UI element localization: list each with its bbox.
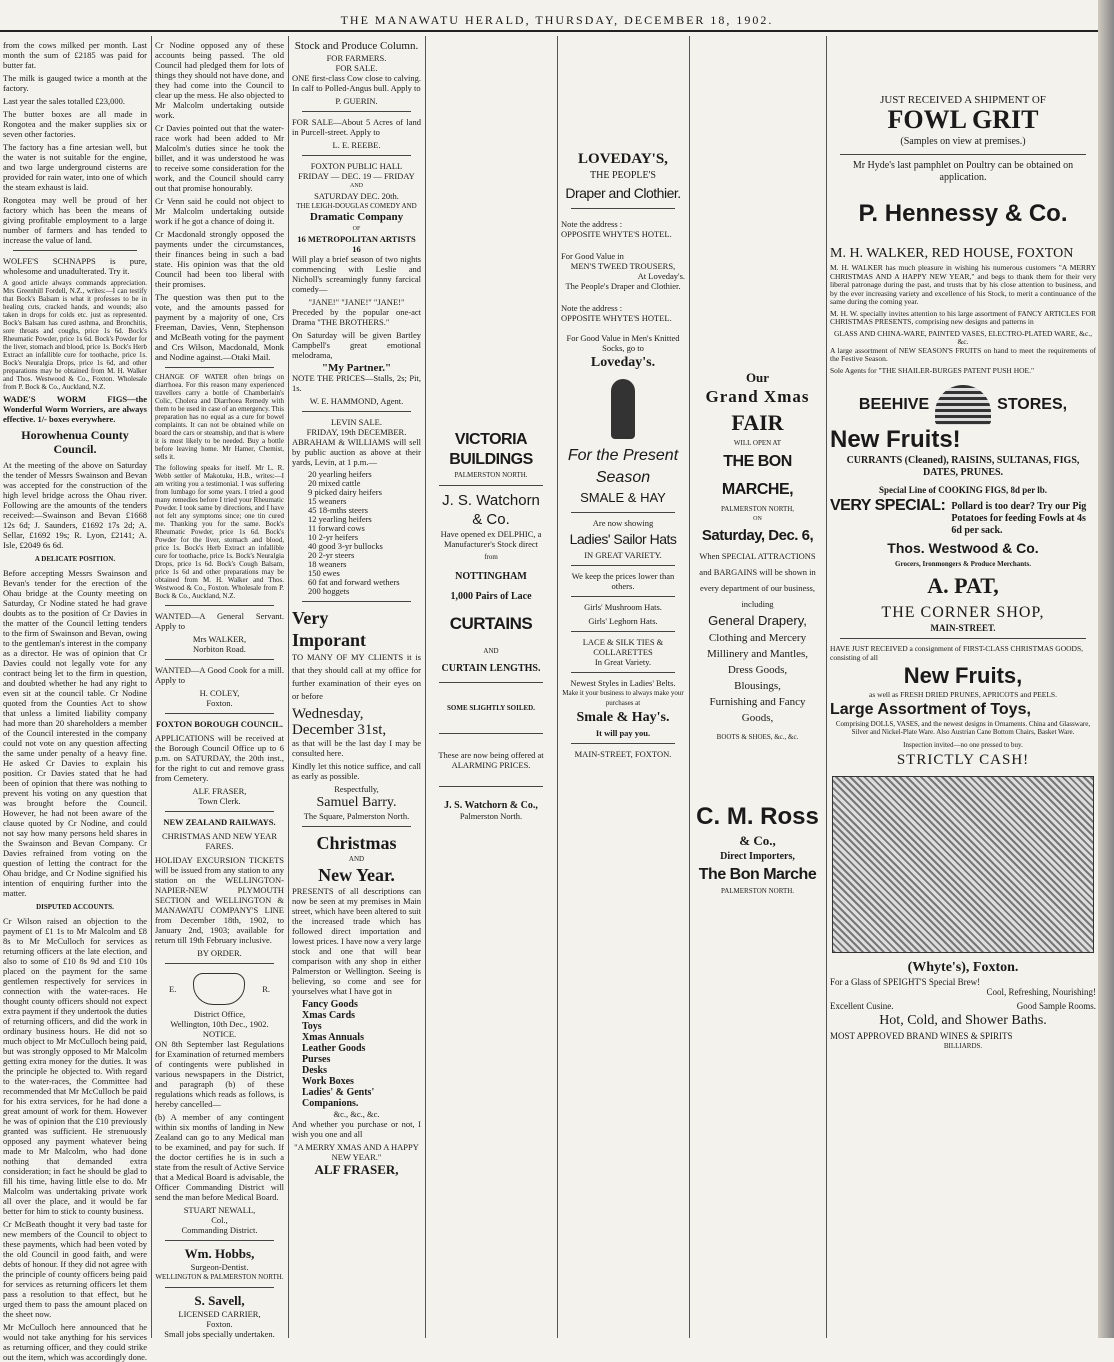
advert-line: "JANE!" "JANE!" "JANE!" (308, 297, 405, 307)
advert-line: FRIDAY — DEC. 19 — FRIDAY (298, 171, 415, 181)
divider (165, 1287, 274, 1288)
goods-list (292, 999, 421, 1109)
advert-text: FOR SALE—About 5 Acres of land in Purcell-street. Apply to (292, 117, 421, 137)
advert-line: 1,000 Pairs of Lace (450, 591, 532, 602)
spacer (830, 40, 1096, 95)
advert-heading: STRICTLY CASH! (896, 752, 1030, 768)
advert-line: Are now showing (592, 518, 654, 528)
advert-line: AND (483, 647, 499, 655)
advert-heading: (Whyte's), Foxton. (907, 960, 1019, 975)
divider (302, 155, 411, 156)
advert-line: General Drapery, (708, 613, 807, 628)
advert-line: For Good Value in Men's Knitted Socks, go to (566, 333, 680, 353)
advert-line: Foxton. (206, 1319, 233, 1329)
advert-signature: ALF. FRASER, (192, 786, 247, 796)
advert-line: Clothing and Mercery (708, 632, 807, 644)
divider (439, 786, 543, 787)
divider (571, 208, 675, 209)
advert-line: CURTAIN LENGTHS. (441, 663, 541, 674)
advert-line: "A MERRY XMAS AND A HAPPY NEW YEAR." (294, 1142, 419, 1162)
list-item: 12 yearling heifers (308, 514, 372, 524)
notice-text: (b) A member of any contingent within six months of landing in New Zealand can go to any Medical man to be examined, and pay for such. If the doctor certifies he is in such a state from the result of Active Service that a Medical Board is advisable, the Officer Commanding District will send the man before Medical Board. (155, 1112, 284, 1202)
advert-line: PALMERSTON NORTH. (454, 471, 528, 479)
column-5 (558, 40, 688, 1338)
list-item: 20 2-yr steers (308, 550, 355, 560)
list-item: 10 2-yr heifers (308, 532, 359, 542)
advert-line: WELLINGTON & PALMERSTON NORTH. (155, 1273, 284, 1281)
advert-line: For a Glass of SPEIGHT'S Special Brew! (830, 977, 981, 987)
article-text: Rongotea may well be proud of her factory which has been the means of giving profitable employment to a large number of farmers and has tended to increase the value of land. (3, 195, 147, 245)
advert-text: NOTE THE PRICES—Stalls, 2s; Pit, 1s. (292, 373, 421, 393)
crest-letter: E. (169, 984, 177, 994)
advert-signature: J. S. Watchorn & Co., (444, 800, 538, 811)
divider (165, 605, 274, 606)
advert-line: Small jobs specially undertaken. (164, 1329, 275, 1339)
spacer (429, 40, 553, 430)
advert-heading: & Co. (472, 511, 510, 528)
advert-line: Dress Goods, (727, 664, 788, 676)
list-item: Purses (302, 1054, 331, 1065)
advert-text: A good article always commands appreciation. Mrs Greenhill Fordell, N.Z., writes:—I can testify that Bock's Balsam is what it professes to be in healing cuts, cracked hands, and wounds; also taken in drops for colds etc. just as represented. Bock's Balsam has cured asthma, and Bronchitis, sore throats and coughs, price 1s 6d. Bock's Rheumatic Powder, price 1s 6d. Bock's Powder for the liver, stomach and blood, price 1s. Bock's Herb Extract an infallible cure for toothache, price 1s. Bock's Neuralgia Drops, price 1s 6d, and other preparations may be obtained from M. H. Walker and Thos. Westwood & Co., Foxton. Wholesale from P. Bock & Co., Auckland, N.Z. (3, 279, 147, 391)
advert-line: as well as FRESH DRIED PRUNES, APRICOTS and PEELS. (869, 690, 1057, 699)
advert-line: LICENSED CARRIER, (178, 1309, 261, 1319)
article-text: Cr Venn said he could not object to Mr Malcolm undertaking outside work if he got a chance of doing it. (155, 196, 284, 226)
section-heading: Stock and Produce Column. (294, 40, 419, 52)
advert-heading: S. Savell, (194, 1293, 245, 1308)
notice-line: NOTICE. (202, 1029, 237, 1039)
advert-text: And whether you purchase or not, I wish you one and all (292, 1119, 421, 1139)
advert-line: Note the address : (561, 303, 623, 313)
list-item: Ladies' & Gents' Companions. (302, 1087, 375, 1109)
list-item: 20 mixed cattle (308, 478, 361, 488)
advert-heading: Smale & Hay's. (576, 710, 670, 725)
stock-list (292, 470, 421, 596)
list-item: Xmas Cards (302, 1010, 356, 1021)
section-subheading: FOR FARMERS. (326, 53, 387, 63)
notice-line: Wellington, 10th Dec., 1902. (170, 1019, 269, 1029)
article-text: Cr McBeath thought it very bad taste for new members of the Council to object to these payments, which had been voted by the old Council in good faith, and were debts of honour. If they did not agree with the principle of county officers being paid for services as returning officers let them pass a resolution to that effect, but he urged them to pass the amount placed on the sheet now. (3, 1219, 147, 1319)
advert-line: FRIDAY, 19th DECEMBER. (306, 427, 407, 437)
advert-text: HAVE JUST RECEIVED a consignment of FIRST-CLASS CHRISTMAS GOODS, consisting of all (830, 644, 1084, 662)
advert-line: Direct Importers, (720, 851, 795, 862)
advert-line: At Loveday's. (637, 271, 685, 281)
advert-line: In Great Variety. (594, 657, 652, 667)
advert-text: WADE'S WORM FIGS—the Wonderful Worm Worriers, are always effective. 1/- boxes everywhere. (3, 394, 147, 424)
advert-line: OPPOSITE WHYTE'S HOTEL. (561, 229, 672, 239)
advert-text: When SPECIAL ATTRACTIONS and BARGAINS will be shown in every department of our business, including (699, 551, 816, 609)
advert-line: MAIN-STREET. (930, 623, 996, 633)
column-2 (152, 40, 287, 1338)
list-item: Desks (302, 1065, 328, 1076)
list-item: Fancy Goods (302, 999, 358, 1010)
advert-heading: FOXTON BOROUGH COUNCIL. (155, 719, 284, 729)
advert-line: The Square, Palmerston North. (303, 811, 410, 821)
subheading: A DELICATE POSITION. (34, 555, 116, 563)
advert-heading: STORES, (997, 396, 1068, 413)
advert-line: Make it your business to always make your purchases at (562, 689, 684, 707)
advert-heading: Our (745, 370, 770, 385)
advert-signature: W. E. HAMMOND, Agent. (309, 396, 404, 406)
advert-line: Respectfully, (334, 784, 379, 794)
advert-line: Cool, Refreshing, Nourishing! (986, 987, 1096, 997)
advert-text: HOLIDAY EXCURSION TICKETS will be issued from any station to any station on the WELLINGTON-NAPIER-NEW PLYMOUTH SECTION and WELLINGTON & MANAWATU COMPANY'S LINE from December 18th, 1902, to January 2nd, 1903; available for return till 19th February inclusive. (155, 855, 284, 945)
advert-heading: Loveday's. (590, 355, 656, 370)
list-item: 40 good 3-yr bullocks (308, 541, 383, 551)
divider (302, 111, 411, 112)
advert-heading: Grand Xmas (705, 387, 810, 406)
advert-line: Furnishing and Fancy Goods, (709, 696, 806, 724)
divider (571, 672, 675, 673)
advert-text: M. H. W. specially invites attention to his large assortment of FANCY ARTICLES FOR CHRISTMAS PRESENTS, comprising new designs and patterns in (830, 308, 1096, 326)
beehive-banner (830, 385, 1096, 425)
advert-line: THE LEIGH-DOUGLAS COMEDY AND (296, 202, 417, 210)
advert-line: Pollard is too dear? Try our Pig Potatoes for feeding Fowls at 4s 6d per sack. (951, 501, 1087, 536)
advert-text: ONE first-class Cow close to calving. In calf to Polled-Angus bull. Apply to (292, 73, 421, 93)
advert-line: PALMERSTON NORTH. (720, 887, 795, 895)
advert-heading: Hot, Cold, and Shower Baths. (879, 1013, 1047, 1028)
advert-text: Comprising DOLLS, VASES, and the newest designs in Ornaments. China and Glassware, Silver and Nickel-Plate Ware. Also Austrian Cane Bottom Chairs, Basket Ware. (835, 720, 1091, 736)
advert-line: Wednesday, (292, 706, 364, 722)
advert-line: Blousings, (734, 680, 781, 692)
page-edge (1098, 0, 1114, 1338)
advert-text: A large assortment of NEW SEASON'S FRUITS on hand to meet the requirements of the Festive Season. (830, 345, 1096, 363)
advert-heading: Dramatic Company (309, 211, 404, 223)
advert-heading: VICTORIA BUILDINGS (449, 431, 533, 468)
list-item: Work Boxes (302, 1076, 354, 1087)
advert-heading: FAIR (731, 410, 784, 435)
advert-line: IN GREAT VARIETY. (584, 550, 662, 560)
divider (439, 682, 543, 683)
advert-text: These are now being offered at ALARMING PRICES. (438, 750, 544, 770)
notice-line: STUART NEWALL, (183, 1205, 256, 1215)
advert-line: JUST RECEIVED A SHIPMENT OF (880, 94, 1046, 106)
list-item: Xmas Annuals (302, 1032, 364, 1043)
advert-text: Will play a brief season of two nights commencing with Leslie and Nicholl's screamingly funny farcical comedy— (292, 254, 421, 294)
advert-line: Millinery and Mantles, (706, 648, 809, 660)
advert-line: ON (753, 516, 762, 522)
advert-line: 16 METROPOLITAN ARTISTS 16 (297, 234, 416, 254)
divider (302, 411, 411, 412)
advert-text: as that will be the last day I may be consulted here. (292, 738, 421, 758)
advert-line: Mr Hyde's last pamphlet on Poultry can be obtained on application. (852, 160, 1074, 183)
advert-heading: FOXTON PUBLIC HALL (310, 161, 403, 171)
advert-heading: BEEHIVE (858, 396, 930, 413)
divider (571, 565, 675, 566)
pointing-hand-icon (611, 379, 635, 439)
notice-line: Commanding District. (181, 1225, 258, 1235)
advert-signature: P. GUERIN. (335, 96, 378, 106)
masthead: THE MANAWATU HERALD, THURSDAY, DECEMBER 18, 1902. (0, 0, 1114, 32)
column-6 (690, 40, 825, 1338)
wagon-illustration (832, 776, 1094, 953)
advert-text: Sole Agents for "THE SHAILER-BURGES PATENT PUSH HOE." (830, 365, 1035, 375)
advert-heading: Wm. Hobbs, (184, 1246, 255, 1261)
article-text: The milk is gauged twice a month at the factory. (3, 73, 147, 93)
list-item: Leather Goods (302, 1043, 366, 1054)
advert-heading: Ladies' Sailor Hats (569, 531, 677, 547)
advert-text: APPLICATIONS will be received at the Borough Council Office up to 6 p.m. on SATURDAY, the 20th inst., for the right to cut and remove grass from Cemetery. (155, 733, 284, 783)
divider (439, 485, 543, 486)
notice-line: District Office, (193, 1009, 246, 1019)
advert-line: The People's Draper and Clothier. (565, 281, 681, 291)
advert-signature: Norbiton Road. (193, 644, 246, 654)
article-text: Cr Davies pointed out that the water-race work had been added to Mr Malcolm's duties since he took the billet, and it was understood he was to receive some consideration for the work, and the Council should carry out that promise honourably. (155, 123, 284, 193)
divider (571, 596, 675, 597)
article-text: The factory has a fine artesian well, but the water is not suitable for the engine, and two large underground cisterns are provided for rain water, into one of which the steam exhaust is laid. (3, 142, 147, 192)
advert-heading: FOWL GRIT (887, 105, 1039, 134)
article-text: The butter boxes are all made in Rongotea and the maker supplies six or seven other factories. (3, 109, 147, 139)
advert-line: MAIN-STREET, FOXTON. (574, 749, 672, 759)
crest-letter: R. (262, 984, 270, 994)
advert-heading: NEW ZEALAND RAILWAYS. (163, 817, 276, 827)
advert-line: AND (348, 855, 365, 863)
advert-heading: Imporant (292, 630, 367, 650)
advert-line: (Samples on view at premises.) (900, 136, 1026, 147)
advert-text: WANTED—A General Servant. Apply to (155, 611, 284, 631)
divider (13, 250, 137, 251)
advert-heading: CURTAINS (449, 614, 533, 633)
list-item: 15 weaners (308, 496, 347, 506)
list-item: Toys (302, 1021, 322, 1032)
advert-signature: Town Clerk. (198, 796, 241, 806)
advert-line: For Good Value in (561, 251, 624, 261)
advert-line: Grocers, Ironmongers & Produce Merchants. (895, 560, 1031, 568)
notice-text: ON 8th September last Regulations for Examination of returned members of contingents were published in various newspapers in the District, and paragraph (b) of these regulations which reads as follows, is hereby cancelled— (155, 1039, 284, 1109)
advert-line: Special Line of COOKING FIGS, 8d per lb. (878, 485, 1048, 495)
divider (302, 601, 411, 602)
list-item: 200 hoggets (308, 586, 350, 596)
advert-line: MEN'S TWEED TROUSERS, (570, 261, 676, 271)
hotel-row (830, 1001, 1096, 1011)
advert-heading: M. H. WALKER, RED HOUSE, FOXTON (830, 246, 1074, 261)
advert-line: Surgeon-Dentist. (190, 1262, 249, 1272)
advert-heading: J. S. Watchorn (442, 492, 540, 509)
advert-line: It will pay you. (595, 728, 651, 738)
list-item: 150 ewes (308, 568, 340, 578)
spacer (693, 40, 822, 370)
spacer (693, 742, 822, 802)
advert-line: OF (352, 226, 361, 232)
advert-line: OPPOSITE WHYTE'S HOTEL. (561, 313, 672, 323)
advert-line: Palmerston North. (459, 811, 523, 821)
divider (571, 631, 675, 632)
advert-text: ABRAHAM & WILLIAMS will sell by public auction as above at their yards, Levin, at 1 p.m.— (292, 437, 421, 467)
divider (840, 638, 1086, 639)
advert-line: GLASS AND CHINA-WARE, PAINTED VASES, ELECTRO-PLATED WARE, &c., &c. (833, 328, 1093, 346)
article-text: Before accepting Messrs Swainson and Bevan's tender for the erection of the Ohau bridge at the County meeting on Saturday, Cr Nodine stated he had grave doubts as to the position of Cr Davies in the matter of the Council letting tenders to the firm of Swainson and Bevan, owing to the gentleman's interest in the company as a director. He was of opinion that Cr Davies could not legally vote for any contract being let to the firm in question, and doubted whether he had any right to even sit at the council table. Cr Nodine quoted from the Counties Act to show that unless a limited liability company had more than 20 shareholders a member of the Council interested in the company could not vote on any question affecting the same under penalty of a heavy fine. He asked Cr Davies to explain his position. Cr Davies stated that he had been of opinion that there was nothing to prevent his voting on any question that was brought before the Council. However, he had not been aware of the clause quoted by Cr Nodine, and could not say how many persons held shares in the Swainson and Bevan Company. Cr Davies refrained from voting on the question of letting the contract for the Ohau bridge, and Cr Nodine signified his intention of enquiring further into the matter. (3, 568, 148, 898)
divider (165, 367, 274, 368)
advert-text: Have opened ex DELPHIC, a Manufacturer's Stock direct (440, 529, 542, 549)
advert-line: BILLIARDS. (943, 1042, 983, 1050)
advert-heading: LOVEDAY'S, (578, 151, 668, 167)
spacer (561, 40, 685, 150)
article-text: At the meeting of the above on Saturday the tender of Messrs Swainson and Bevan was accepted for the construction of the high level bridge across the Ohau river. Following are the amounts of the tenders received:—Swainson and Bevan £1668 12s 6d; J. Saunders, £1692 17s 2d; A. Sellar, £1692 19s; R. Lyon, £2141; A. Isle, £2049 6s 6d. (3, 460, 147, 550)
advert-heading: New Fruits! (830, 426, 961, 453)
advert-text: TO MANY OF MY CLIENTS it is that they should call at my office for further examination of their eyes on or before (292, 652, 421, 701)
advert-text: PRESENTS of all descriptions can now be seen at my premises in Main street, which have been altered to suit the increased trade which has followed direct importation and lowest prices. I have now a very large stock and one that will bear comparison with any shop in either Palmerston or Wellington. Seeing is believing, so come and see for yourselves what I have got in (292, 886, 421, 996)
advert-text: M. H. WALKER has much pleasure in wishing his numerous customers "A MERRY CHRISTMAS AND A HAPPY NEW YEAR," and begs to thank them for their very liberal patronage during the past, and trusts that by his close attention to business, and by the ever increasing variety and excellence of his Stock, to merit a continuance of the same during the coming year. (830, 263, 1096, 306)
advert-line: Excellent Cusine. (830, 1001, 894, 1011)
list-item: 45 18-mths steers (308, 505, 368, 515)
advert-line: Note the address : (561, 219, 623, 229)
notice-line: Col., (211, 1215, 228, 1225)
advert-text: The following speaks for itself. Mr L. R. Webb settler of Makotuku, H.B., writes:—I am writing you a testimonial. I was suffering from lumbago for some years. I tried a good many remedies before I tried your Rheumatic Powder. I took same by directions, and I have not felt any symptoms since; one tin cured me. Thanking you for the same. Bock's Rheumatic Powder, price 1s 6d. Bock's Powder for the liver, stomach and blood, price 1s. Bock's Herb Extract an infallible cure for toothache, price 1s. Bock's Neuralgia Drops, price 1s 6d. Bock's Cough Balsam, price 1s 6d and other preparations may be obtained from M. H. Walker and Thos. Westwood & Co., Foxton. Wholesale from P. Bock & Co., Auckland, N.Z. (155, 464, 284, 600)
beehive-icon (935, 385, 991, 425)
article-text: Mr McCulloch here announced that he would not take anything for his services as returning officer, and they could strike out the item, which was accordingly done. (3, 1322, 147, 1362)
advert-line: Girls' Mushroom Hats. (584, 602, 662, 612)
advert-line: LACE & SILK TIES & COLLARETTES (582, 637, 664, 657)
advert-line: SATURDAY DEC. 20th. (314, 191, 399, 201)
advert-heading: SMALE & HAY (580, 490, 666, 505)
column-3 (289, 40, 424, 1338)
advert-heading: New Year. (318, 865, 395, 885)
advert-signature: ALF FRASER, (314, 1162, 399, 1177)
list-item: 18 weaners (308, 559, 347, 569)
section-subheading: FOR SALE. (335, 63, 378, 73)
advert-line: &c., &c., &c. (333, 1109, 380, 1119)
divider (840, 154, 1086, 155)
article-text: Last year the sales totalled £23,000. (3, 96, 126, 106)
advert-text: On Saturday will be given Bartley Campbell's great emotional melodrama, (292, 330, 421, 360)
divider (439, 733, 543, 734)
advert-text: Kindly let this notice suffice, and call as early as possible. (292, 761, 421, 781)
advert-heading: Thos. Westwood & Co. (887, 540, 1039, 556)
advert-heading: Large Assortment of Toys, (830, 701, 1031, 718)
advert-signature: L. E. REEBE. (332, 140, 381, 150)
advert-line: THE PEOPLE'S (590, 170, 656, 181)
advert-line: We keep the prices lower than others. (571, 571, 675, 591)
advert-heading: & Co., (739, 833, 776, 848)
advert-heading: Season (595, 469, 651, 486)
advert-line: NOTTINGHAM (455, 571, 527, 582)
article-heading: Horowhenua County Council. (21, 428, 129, 456)
divider (165, 659, 274, 660)
divider (165, 811, 274, 812)
very-special-row (830, 497, 1096, 537)
advert-line: Newest Styles in Ladies' Belts. (570, 678, 676, 688)
crest-icon (193, 973, 245, 1005)
advert-line: "My Partner." (321, 362, 392, 374)
advert-heading: New Fruits, (903, 663, 1023, 688)
advert-heading: C. M. Ross (696, 803, 819, 830)
divider (571, 512, 675, 513)
divider (165, 1240, 274, 1241)
list-item: 20 yearling heifers (308, 469, 372, 479)
divider (302, 826, 411, 827)
list-item: 9 picked dairy heifers (308, 487, 382, 497)
advert-text: WOLFE'S SCHNAPPS is pure, wholesome and unadulterated. Try it. (3, 256, 147, 276)
advert-signature: Foxton. (206, 698, 233, 708)
article-text: from the cows milked per month. Last month the sum of £2185 was paid for butter fat. (3, 40, 147, 70)
divider (165, 713, 274, 714)
article-text: Cr Wilson raised an objection to the payment of £1 1s to Mr Malcolm and £8 8s to Mr McCulloch for services as returning officers at the late election, and also to some of £10 8s 9d and £10 10s placed on the payment for the same gentlemen respectively for services in connection with the water-races. He thought county officers should not expect extra payment if they undertook the duties of returning officers, and did the work in ordinary business hours. He did not so much object to Mr McCulloch being paid, but was strongly opposed to Mr Malcolm getting extra money for the duties. It was the principle he objected to. With regard to the water-races, the Committee had recommended that Mr McCulloch be paid for his extra services, for he had done a great amount of work for them. However he was of opinion that the £10 previously granted was sufficient. He strenuously opposed any payment whatever being made to Mr Malcolm, who had done nothing that demanded extra consideration; in fact he should be glad to fill his time, having little else to do. Mr Malcolm was undertaking private work all over the place, and it would be far better for him to stick to county business. (3, 916, 147, 1216)
advert-line: Inspection invited—no one pressed to buy. (903, 741, 1023, 749)
advert-heading: VERY SPECIAL: (830, 497, 946, 514)
advert-line: WILL OPEN AT (733, 439, 782, 447)
advert-heading: The Bon Marche (698, 866, 817, 883)
advert-line: CURRANTS (Cleaned), RAISINS, SULTANAS, FIGS, DATES, PRUNES. (846, 455, 1080, 478)
advert-text: WANTED—A Good Cook for a mill. Apply to (155, 665, 284, 685)
advert-text: Preceded by the popular one-act Drama "THE BROTHERS." (292, 307, 421, 327)
column-7 (827, 40, 1114, 1338)
advert-line: BOOTS & SHOES, &c., &c. (716, 733, 799, 741)
article-text: Cr Macdonald strongly opposed the payments under the circumstances, their finances being in such a bad state. His opinion was that the old Council had been too liberal with their promises. (155, 229, 284, 289)
advert-signature: Samuel Barry. (316, 795, 397, 810)
advert-heading: For the Present (567, 447, 679, 464)
advert-heading: LEVIN SALE. (331, 417, 382, 427)
divider (571, 743, 675, 744)
advert-line: Good Sample Rooms. (1016, 1001, 1096, 1011)
advert-heading: Saturday, Dec. 6, (701, 527, 814, 544)
subheading: DISPUTED ACCOUNTS. (36, 903, 114, 911)
advert-heading: Christmas (316, 833, 397, 853)
advert-line: Girls' Leghorn Hats. (588, 616, 658, 626)
advert-heading: Very (292, 608, 329, 628)
advert-signature: BY ORDER. (197, 948, 242, 958)
column-4 (426, 40, 556, 1338)
advert-signature: Mrs WALKER, (192, 634, 247, 644)
advert-line: from (484, 553, 498, 561)
advert-signature: H. COLEY, (199, 688, 240, 698)
divider (165, 963, 274, 964)
advert-text: CHANGE OF WATER often brings on diarrhoea. For this reason many experienced travellers carry a bottle of Chamberlain's Colic, Cholera and Diarrhoea Remedy with them to be used in case of an emergency. This preparation has no equal as a cure for bowel complaints. It can not be obtained while on board the cars or steamship, and that is where it is most likely to be needed. Buy a bottle before leaving home. Mr Hamer, Chemist, sells it. (155, 373, 284, 461)
advert-heading: A. PAT, (927, 573, 999, 598)
article-text: The question was then put to the vote, and the amounts passed for payment by a majority of one, Crs Freeman, Davies, Venn, Stephenson and McBeath voting for the payment and Crs Wilson, Macdonald, Monk and Nodine against.—Otaki Mail. (155, 292, 284, 362)
advert-line: PALMERSTON NORTH, (720, 505, 795, 513)
advert-heading: Draper and Clothier. (565, 185, 681, 201)
list-item: 60 fat and forward wethers (308, 577, 400, 587)
advert-line: December 31st, (292, 722, 387, 738)
column-1 (0, 40, 150, 1362)
advert-line: MOST APPROVED BRAND WINES & SPIRITS (830, 1031, 1013, 1041)
advert-heading: THE BON MARCHE, (721, 453, 794, 498)
advert-subheading: CHRISTMAS AND NEW YEAR FARES. (162, 831, 277, 851)
advert-heading: P. Hennessy & Co. (858, 200, 1068, 227)
list-item: 11 forward cows (308, 523, 365, 533)
advert-line: AND (350, 183, 363, 189)
advert-line: SOME SLIGHTLY SOILED. (447, 704, 535, 712)
article-text: Cr Nodine opposed any of these accounts being passed. The old Council had pledged them for lots of things they should not have done, and they had come into the Council to clear up the mess. He also objected to Mr Malcolm undertaking outside work. (155, 40, 284, 120)
advert-heading: THE CORNER SHOP, (881, 604, 1045, 621)
